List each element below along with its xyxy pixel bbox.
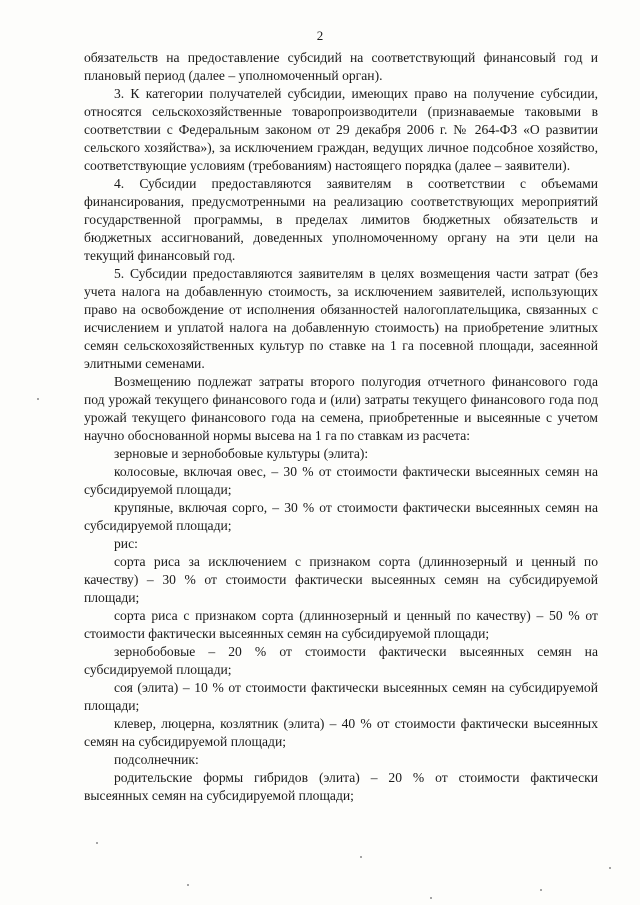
list-item-clover: клевер, люцерна, козлятник (элита) – 40 % от стоимости фактически высеянных семян на субсидируемой площади; <box>84 716 598 749</box>
scan-speck <box>360 856 362 858</box>
list-item-soy: соя (элита) – 10 % от стоимости фактически высеянных семян на субсидируемой площади; <box>84 680 598 713</box>
list-item-legumes: зернобобовые – 20 % от стоимости фактически высеянных семян на субсидируемой площади; <box>84 644 598 677</box>
list-item-spiked-cereals: колосовые, включая овес, – 30 % от стоимости фактически высеянных семян на субсидируемой площади; <box>84 464 598 497</box>
scan-speck <box>540 889 542 891</box>
scan-speck <box>96 842 98 844</box>
scan-speck <box>187 884 189 886</box>
list-heading-grain: зерновые и зернобобовые культуры (элита): <box>114 446 369 461</box>
list-item-rice-regular: сорта риса за исключением с признаком сорта (длиннозерный и ценный по качеству) – 30 % от стоимости фактически высеянных семян на субсидируемой площади; <box>84 554 598 605</box>
scan-speck <box>430 897 432 899</box>
paragraph-item-4: 4. Субсидии предоставляются заявителям в соответствии с объемами финансирования, предусмотренными на реализацию соответствующих мероприятий государственной программы, в пределах лимитов бюджетных обязательств и бюджетных ассигнований, доведенных уполномоченному органу на эти цели на текущий финансовый год. <box>84 176 598 263</box>
paragraph-item-5: 5. Субсидии предоставляются заявителям в целях возмещения части затрат (без учета налога на добавленную стоимость, за исключением заявителей, использующих право на освобождение от исполнения обязанностей налогоплательщика, связанных с исчислением и уплатой налога на добавленную стоимость) на приобретение элитных семян сельскохозяйственных культур по ставке на 1 га посевной площади, засеянной элитными семенами. <box>84 266 598 371</box>
paragraph-item-3: 3. К категории получателей субсидии, имеющих право на получение субсидии, относятся сельскохозяйственные товаропроизводители (признаваемые таковыми в соответствии с Федеральным законом от 29 декабря 2006 г. № 264-ФЗ «О развитии сельского хозяйства»), за исключением граждан, ведущих личное подсобное хозяйство, соответствующие условиям (требованиям) настоящего порядка (далее – заявители). <box>84 86 598 173</box>
list-heading-rice: рис: <box>114 536 138 551</box>
document-body <box>84 49 598 805</box>
scan-speck <box>609 867 611 869</box>
paragraph-continuation: обязательств на предоставление субсидий на соответствующий финансовый год и плановый период (далее – уполномоченный орган). <box>84 50 598 83</box>
list-item-sunflower-hybrids: родительские формы гибридов (элита) – 20 % от стоимости фактически высеянных семян на субсидируемой площади; <box>84 770 598 803</box>
scan-speck <box>37 398 39 400</box>
list-heading-sunflower: подсолнечник: <box>114 752 199 767</box>
paragraph-reimbursement: Возмещению подлежат затраты второго полугодия отчетного финансового года под урожай текущего финансового года и (или) затраты текущего финансового года под урожай текущего финансового года на семена, приобретенные и высеянные с учетом научно обоснованной нормы высева на 1 га по ставкам из расчета: <box>84 374 598 443</box>
list-item-rice-premium: сорта риса с признаком сорта (длиннозерный и ценный по качеству) – 50 % от стоимости фактически высеянных семян на субсидируемой площади; <box>84 608 598 641</box>
list-item-groats: крупяные, включая сорго, – 30 % от стоимости фактически высеянных семян на субсидируемой площади; <box>84 500 598 533</box>
page-number: 2 <box>316 28 324 43</box>
